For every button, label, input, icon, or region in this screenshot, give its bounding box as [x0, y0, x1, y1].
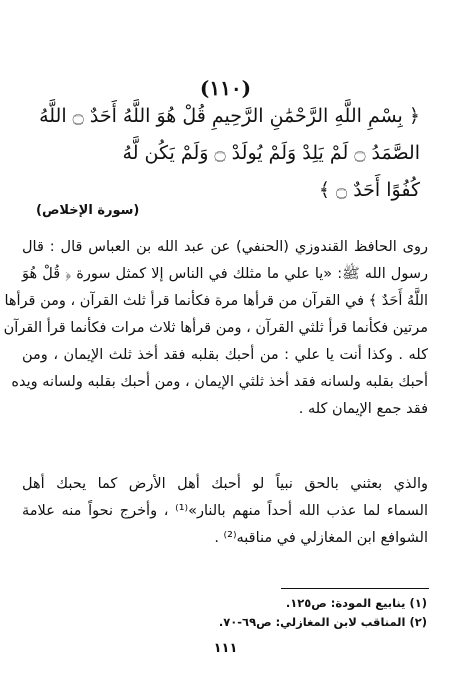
footnote-divider [281, 588, 429, 589]
section-number-heading: (١١٠) [199, 76, 252, 100]
text-line: كله . وكذا أنت يا علي : من أحبك بقلبه فقد أخذ ثلث الإيمان ، ومن [22, 347, 428, 363]
text-line: والذي بعثني بالحق نبياً لو أحبك أهل الأرض كما يحبك أهل [22, 476, 428, 492]
text-line: رسول الله ﷺ: «يا علي ما مثلك في الناس إلا كمثل سورة ﴿ قُلْ هُوَ [22, 266, 428, 282]
footnotes [219, 594, 427, 632]
quran-verse-block [36, 98, 420, 209]
verse-line: ﴿ بِسْمِ اللَّهِ الرَّحْمَٰنِ الرَّحِيمِ قُلْ هُوَ اللَّهُ أَحَدٌ ۝ اللَّهُ [39, 105, 420, 127]
verse-line: كُفُوًا أَحَدٌ ۝ ﴾ [318, 179, 420, 201]
text-line: اللَّهُ أَحَدٌ ﴾ في القرآن من قرأها مرة فكأنما قرأ ثلث القرآن ، ومن قرأها [4, 293, 428, 309]
verse-line: الصَّمَدُ ۝ لَمْ يَلِدْ وَلَمْ يُولَدْ ۝ وَلَمْ يَكُن لَّهُ [122, 142, 420, 164]
text-line: السماء لما عذب الله أحداً منهم بالنار»⁽¹⁾ ، وأخرج نحواً منه علامة [22, 503, 428, 519]
surah-label: (سورة الإخلاص) [36, 203, 140, 218]
footnote: (٢) المناقب لابن المغازلي: ص٦٩-٧٠. [218, 615, 427, 629]
text-line: أحبك بقلبه ولسانه فقد أخذ ثلثي الإيمان ، ومن أحبك بقلبه ولسانه ويده [11, 374, 428, 390]
text-line: روى الحافظ القندوزي (الحنفي) عن عبد الله بن العباس قال : قال [22, 239, 428, 255]
page-number: ١١١ [213, 641, 238, 656]
text-line: فقد جمع الإيمان كله . [298, 401, 428, 417]
text-line: مرتين فكأنما قرأ ثلثي القرآن ، ومن قرأها ثلاث مرات فكأنما قرأ القرآن [3, 320, 428, 336]
footnote: (١) ينابيع المودة: ص١٢٥. [285, 596, 427, 610]
text-line: الشوافع ابن المغازلي في مناقبه⁽²⁾ . [214, 530, 428, 546]
paragraph-2 [22, 471, 428, 552]
paragraph-1 [3, 234, 428, 423]
